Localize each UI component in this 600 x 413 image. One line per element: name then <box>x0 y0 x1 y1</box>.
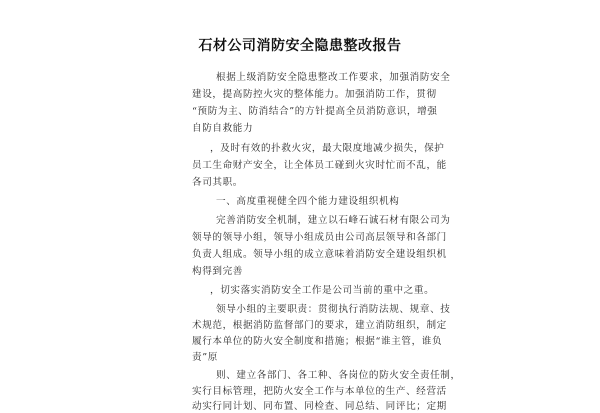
paragraph-line: 自防自救能力 <box>192 123 254 134</box>
document-title: 石材公司消防安全隐患整改报告 <box>198 38 402 54</box>
paragraph-line: ，切实落实消防安全工作是公司当前的重中之重。 <box>210 285 435 296</box>
paragraph-line: 则、建立各部门、各工种、各岗位的防火安全责任制， <box>216 370 461 381</box>
paragraph-line: “预防为主、防消结合”的方针提高全员消防意识，增强 <box>192 106 438 117</box>
paragraph-line: 各司其职。 <box>192 177 243 188</box>
paragraph-line: 领导小组的主要职责：贯彻执行消防法规、规章、技 <box>216 304 451 315</box>
paragraph-line: 根据上级消防安全隐患整改工作要求，加强消防安全 <box>216 72 451 83</box>
paragraph-line: 建设，提高防控火灾的整体能力。加强消防工作，贯彻 <box>192 89 437 100</box>
paragraph-line: 构得到完善 <box>192 266 243 277</box>
paragraph-line: 负责人组成。领导小组的成立意味着消防安全建设组织机 <box>192 249 447 260</box>
paragraph-line: 领导的领导小组，领导小组成员由公司高层领导和各部门 <box>192 232 447 243</box>
paragraph-line: ，及时有效的扑救火灾，最大限度地减少损失，保护 <box>210 143 445 154</box>
section-heading: 一、高度重视健全四个能力建设组织机构 <box>216 196 400 207</box>
paragraph-line: 术规范，根据消防监督部门的要求，建立消防组织，制定 <box>192 320 447 331</box>
paragraph-line: 动实行同计划、同布置、同检查、同总结、同评比；定期 <box>192 401 447 412</box>
paragraph-line: 完善消防安全机制，建立以石峰石诚石材有限公司为 <box>216 215 451 226</box>
paragraph-line: 实行目标管理，把防火安全工作与本单位的生产、经营活 <box>192 386 447 397</box>
paragraph-line: 员工生命财产安全，让全体员工碰到火灾时忙而不乱，能 <box>192 160 447 171</box>
paragraph-line: 责”原 <box>192 352 218 363</box>
paragraph-line: 履行本单位的防火安全制度和措施；根据“谁主管，谁负 <box>192 336 443 347</box>
